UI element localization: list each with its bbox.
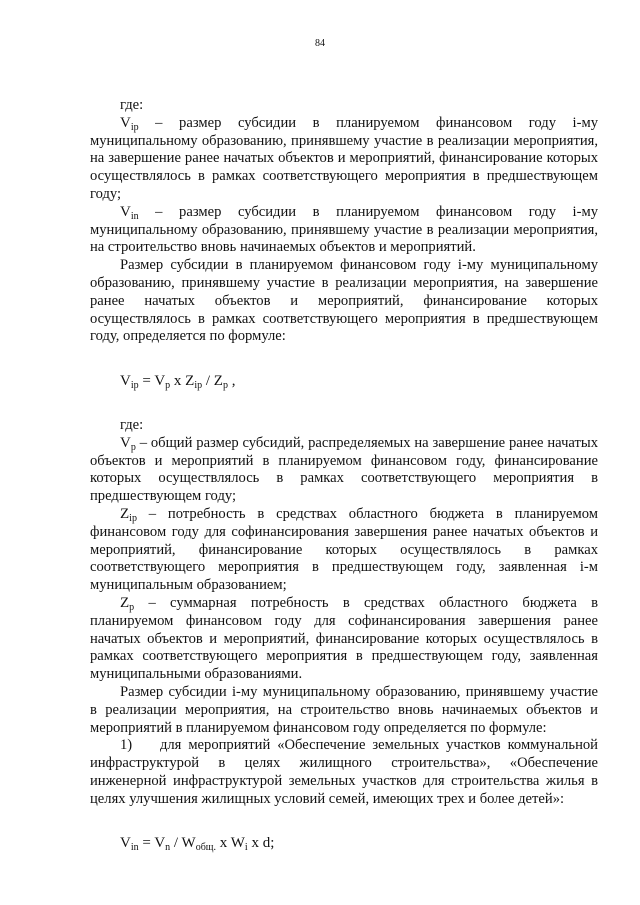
var-v: V [120,203,131,220]
definition-vip [90,115,598,204]
definition-text: – размер субсидии в планируемом финансовом году i-му муниципальному образованию, принявшему участие в реализации мероприятия, на строительство вновь начинаемых объектов и мероприятий. [90,203,598,256]
subscript-ip: ip [130,121,139,133]
definition-vp [90,435,598,506]
formula-subscript: in [130,842,139,854]
var-z: Z [120,505,130,522]
formula-symbol: / Z [202,373,223,390]
formula-symbol: = V [138,835,166,852]
definition-zip [90,506,598,595]
definition-text: – потребность в средствах областного бюджета в планируемом финансовом году для софинансирования завершения ранее начатых объектов и мероприятий, финансирование которых осуществлялось в рамках соответствующего мероприятия в предшествующем году, заявленная i-м муниципальным образованием; [90,505,598,594]
formula-vin [90,835,598,853]
var-z: Z [120,594,130,611]
subscript-p: p [129,601,135,613]
formula-symbol: / W [170,835,196,852]
document-body [90,97,602,854]
formula-symbol: V [120,835,131,852]
formula-symbol: x W [216,835,245,852]
formula-symbol: x Z [170,373,195,390]
subscript-in: in [130,210,139,222]
formula-vip [90,373,598,391]
definition-text: – размер субсидии в планируемом финансовом году i-му муниципальному образованию, принявшему участие в реализации мероприятия, на завершение ранее начатых объектов и мероприятий, финансирование которых осуществлялось в рамках соответствующего мероприятия в предшествующем году; [90,114,598,202]
definition-text: – суммарная потребность в средствах областного бюджета в планируемом финансовом году для софинансирования завершения ранее начатых объектов и мероприятий, финансирование которых осуществлялось в рамках соответствующего мероприятия в предшествующем году, заявленная муниципальными образованиями. [90,594,598,683]
formula-subscript: p [222,380,228,392]
var-v: V [120,434,131,451]
formula-symbol: , [227,373,236,390]
formula-subscript: ip [130,380,139,392]
formula-symbol: V [120,373,131,390]
formula-symbol: = V [138,373,166,390]
where-label-2: где: [120,416,144,433]
subscript-ip: ip [129,512,137,524]
list-item-1: 1) для мероприятий «Обеспечение земельных участков коммунальной инфраструктурой в целях жилищного строительства», «Обеспечение инженерной инфраструктурой земельных участков для строительства жилья в целях улучшения жилищных условий семей, имеющих трех и более детей»: [90,737,602,807]
page-number: 84 [315,38,325,49]
where-label-1: где: [120,97,144,113]
var-v: V [120,114,131,131]
definition-text: – общий размер субсидий, распределяемых на завершение ранее начатых объектов и мероприятий в планируемом финансовом году, финансирование которых осуществлялось в рамках соответствующего мероприятия в предшествующем году; [90,434,598,505]
formula-subscript: i [244,842,248,854]
formula-subscript: p [165,380,171,392]
paragraph-size-new: Размер субсидии i-му муниципальному образованию, принявшему участие в реализации мероприятия, на строительство вновь начинаемых объектов и мероприятий в планируемом финансовом году определяется по формуле: [90,683,598,736]
formula-subscript: общ. [195,842,217,854]
formula-symbol: x d; [247,835,275,852]
formula-subscript: n [165,842,171,854]
definition-vin [90,204,598,257]
paragraph-size-completion: Размер субсидии в планируемом финансовом году i-му муниципальному образованию, принявшему участие в реализации мероприятия, на завершение ранее начатых объектов и мероприятий, финансирование которых осуществлялось в рамках соответствующего мероприятия в предшествующем году, определяется по формуле: [90,257,598,345]
subscript-p: p [130,441,136,453]
definition-zp [90,595,598,684]
formula-subscript: ip [194,380,203,392]
